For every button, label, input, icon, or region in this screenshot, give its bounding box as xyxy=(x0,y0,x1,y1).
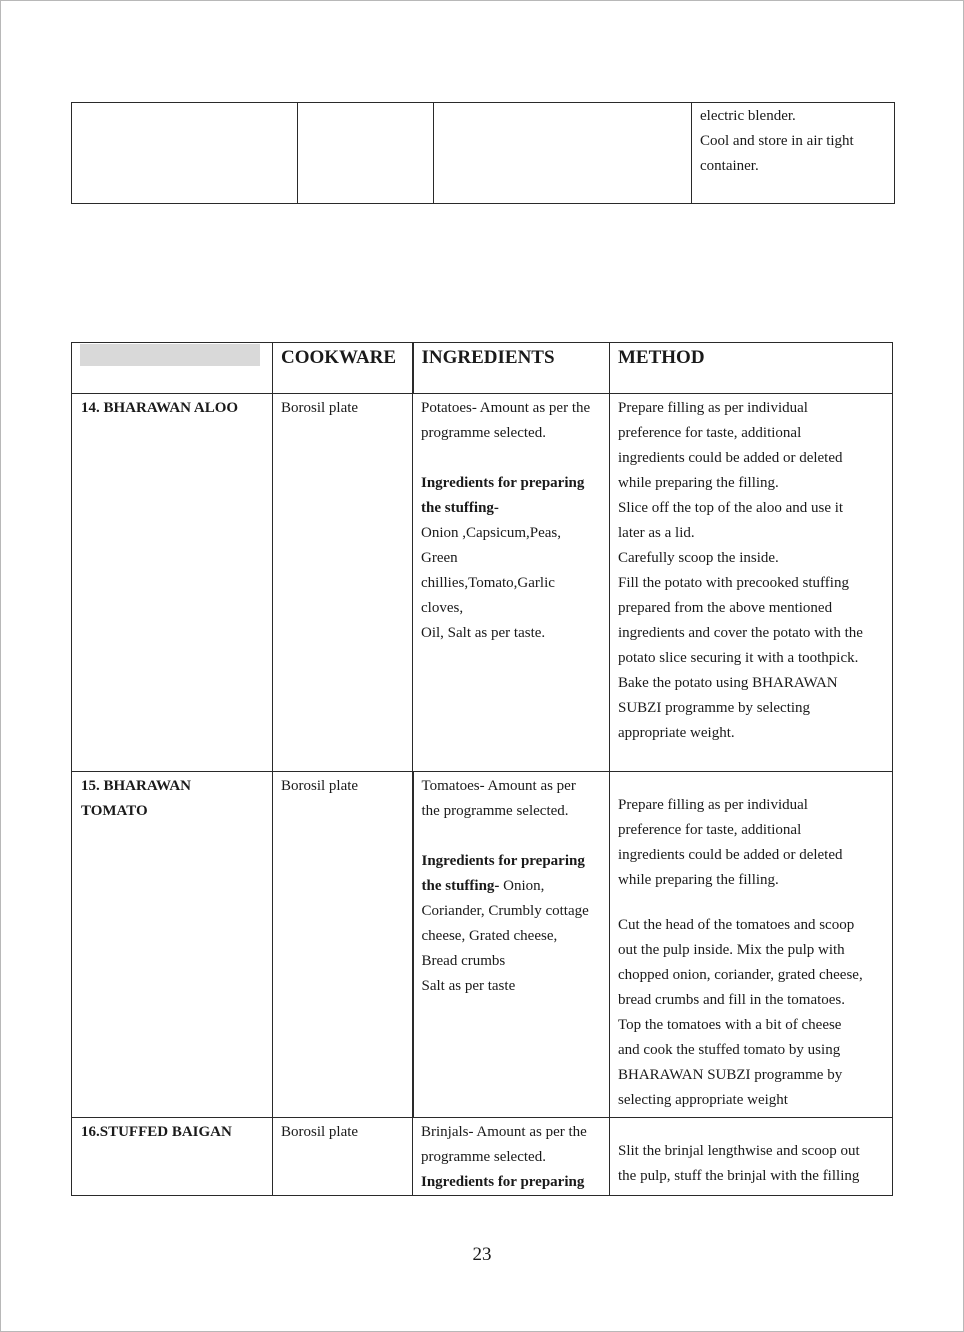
stuffing-heading-line xyxy=(422,874,610,899)
header-cookware xyxy=(273,343,413,394)
ingredients-cell xyxy=(413,1118,610,1196)
ingredients-cell xyxy=(413,394,610,772)
method-line: Slit the brinjal lengthwise and scoop out xyxy=(618,1143,860,1159)
stuffing-heading: the stuffing- xyxy=(421,878,500,894)
recipe-name: 15. BHARAWAN xyxy=(81,778,192,794)
cookware-value: Borosil plate xyxy=(281,1124,359,1140)
header-ingredients xyxy=(413,343,610,394)
cookware-cell xyxy=(273,772,413,1118)
method-line: Prepare filling as per individual xyxy=(618,400,808,416)
ingredient-line: Salt as per taste xyxy=(421,978,516,994)
method-line: Cool and store in air tight xyxy=(700,133,854,149)
continuation-table xyxy=(71,102,895,204)
ingredient-line: Tomatoes- Amount as per xyxy=(421,778,576,794)
header-shaded-bar xyxy=(80,344,260,366)
empty-cell xyxy=(434,103,692,204)
method-line: while preparing the filling. xyxy=(618,475,779,491)
ingredient-line: chillies,Tomato,Garlic xyxy=(421,575,555,591)
method-line: ingredients and cover the potato with the xyxy=(618,625,863,641)
method-cell xyxy=(610,772,893,1118)
method-line: SUBZI programme by selecting xyxy=(618,700,811,716)
recipe-name-cell xyxy=(72,772,273,1118)
method-line: Bake the potato using BHARAWAN xyxy=(618,675,838,691)
cookware-cell xyxy=(273,394,413,772)
method-line: Top the tomatoes with a bit of cheese xyxy=(618,1017,842,1033)
cookware-heading: COOKWARE xyxy=(281,347,397,368)
method-line: electric blender. xyxy=(700,108,796,124)
method-heading: METHOD xyxy=(618,347,705,368)
method-line: Carefully scoop the inside. xyxy=(618,550,779,566)
ingredient-line: Green xyxy=(421,550,458,566)
method-line: the pulp, stuff the brinjal with the filling xyxy=(618,1168,860,1184)
method-line: Fill the potato with precooked stuffing xyxy=(618,575,849,591)
method-line: preference for taste, additional xyxy=(618,822,802,838)
ingredients-cell xyxy=(413,772,610,1118)
method-line: chopped onion, coriander, grated cheese, xyxy=(618,967,863,983)
method-line: and cook the stuffed tomato by using xyxy=(618,1042,841,1058)
table-row xyxy=(72,1118,893,1196)
method-line: appropriate weight. xyxy=(618,725,735,741)
method-line: selecting appropriate weight xyxy=(618,1092,788,1108)
ingredient-text: Onion, xyxy=(499,878,545,894)
method-line: potato slice securing it with a toothpick. xyxy=(618,650,859,666)
recipe-name-cell xyxy=(72,1118,273,1196)
recipe-name: 16.STUFFED BAIGAN xyxy=(81,1124,232,1140)
ingredient-line: Onion ,Capsicum,Peas, xyxy=(421,525,561,541)
recipe-table xyxy=(71,342,893,1196)
stuffing-heading: Ingredients for preparing xyxy=(421,1174,585,1190)
ingredients-heading: INGREDIENTS xyxy=(421,347,555,368)
method-line: ingredients could be added or deleted xyxy=(618,450,843,466)
ingredient-text: Amount as per the xyxy=(473,1124,587,1140)
method-line: Cut the head of the tomatoes and scoop xyxy=(618,917,855,933)
method-line: out the pulp inside. Mix the pulp with xyxy=(618,942,845,958)
method-line: bread crumbs and fill in the tomatoes. xyxy=(618,992,846,1008)
cookware-value: Borosil plate xyxy=(281,400,359,416)
ingredient-line: programme selected. xyxy=(421,1149,546,1165)
cookware-value: Borosil plate xyxy=(281,778,359,794)
ingredient-line: Potatoes- Amount as per the xyxy=(421,400,591,416)
recipe-name: TOMATO xyxy=(81,803,148,819)
method-line: later as a lid. xyxy=(618,525,695,541)
method-line: prepared from the above mentioned xyxy=(618,600,833,616)
continuation-method-cell xyxy=(692,103,895,204)
recipe-name-cell xyxy=(72,394,273,772)
method-line: while preparing the filling. xyxy=(618,872,779,888)
method-line: container. xyxy=(700,158,759,174)
ingredient-line: Oil, Salt as per taste. xyxy=(421,625,546,641)
method-cell xyxy=(610,394,893,772)
ingredient-line: Bread crumbs xyxy=(421,953,506,969)
stuffing-heading: Ingredients for preparing xyxy=(421,475,585,491)
empty-cell xyxy=(298,103,434,204)
ingredient-line: Coriander, Crumbly cottage xyxy=(421,903,589,919)
table-row xyxy=(72,103,895,204)
stuffing-heading: the stuffing- xyxy=(421,500,499,516)
stuffing-heading: Ingredients for preparing xyxy=(421,853,585,869)
method-line: preference for taste, additional xyxy=(618,425,802,441)
method-cell xyxy=(610,1118,893,1196)
table-row xyxy=(72,772,893,1118)
method-line: Slice off the top of the aloo and use it xyxy=(618,500,844,516)
method-line: BHARAWAN SUBZI programme by xyxy=(618,1067,843,1083)
header-method xyxy=(610,343,893,394)
empty-cell xyxy=(72,103,298,204)
method-line: ingredients could be added or deleted xyxy=(618,847,843,863)
recipe-name: 14. BHARAWAN ALOO xyxy=(81,400,239,416)
page-number: 23 xyxy=(472,1244,492,1265)
ingredient-line-wrap xyxy=(421,1120,609,1145)
ingredient-line: programme selected. xyxy=(421,425,546,441)
ingredient-line: cheese, Grated cheese, xyxy=(421,928,558,944)
ingredient-text: Brinjals- xyxy=(421,1124,474,1140)
method-line: Prepare filling as per individual xyxy=(618,797,808,813)
table-row xyxy=(72,394,893,772)
cookware-cell xyxy=(273,1118,413,1196)
ingredient-line: cloves, xyxy=(421,600,464,616)
ingredient-line: the programme selected. xyxy=(421,803,569,819)
